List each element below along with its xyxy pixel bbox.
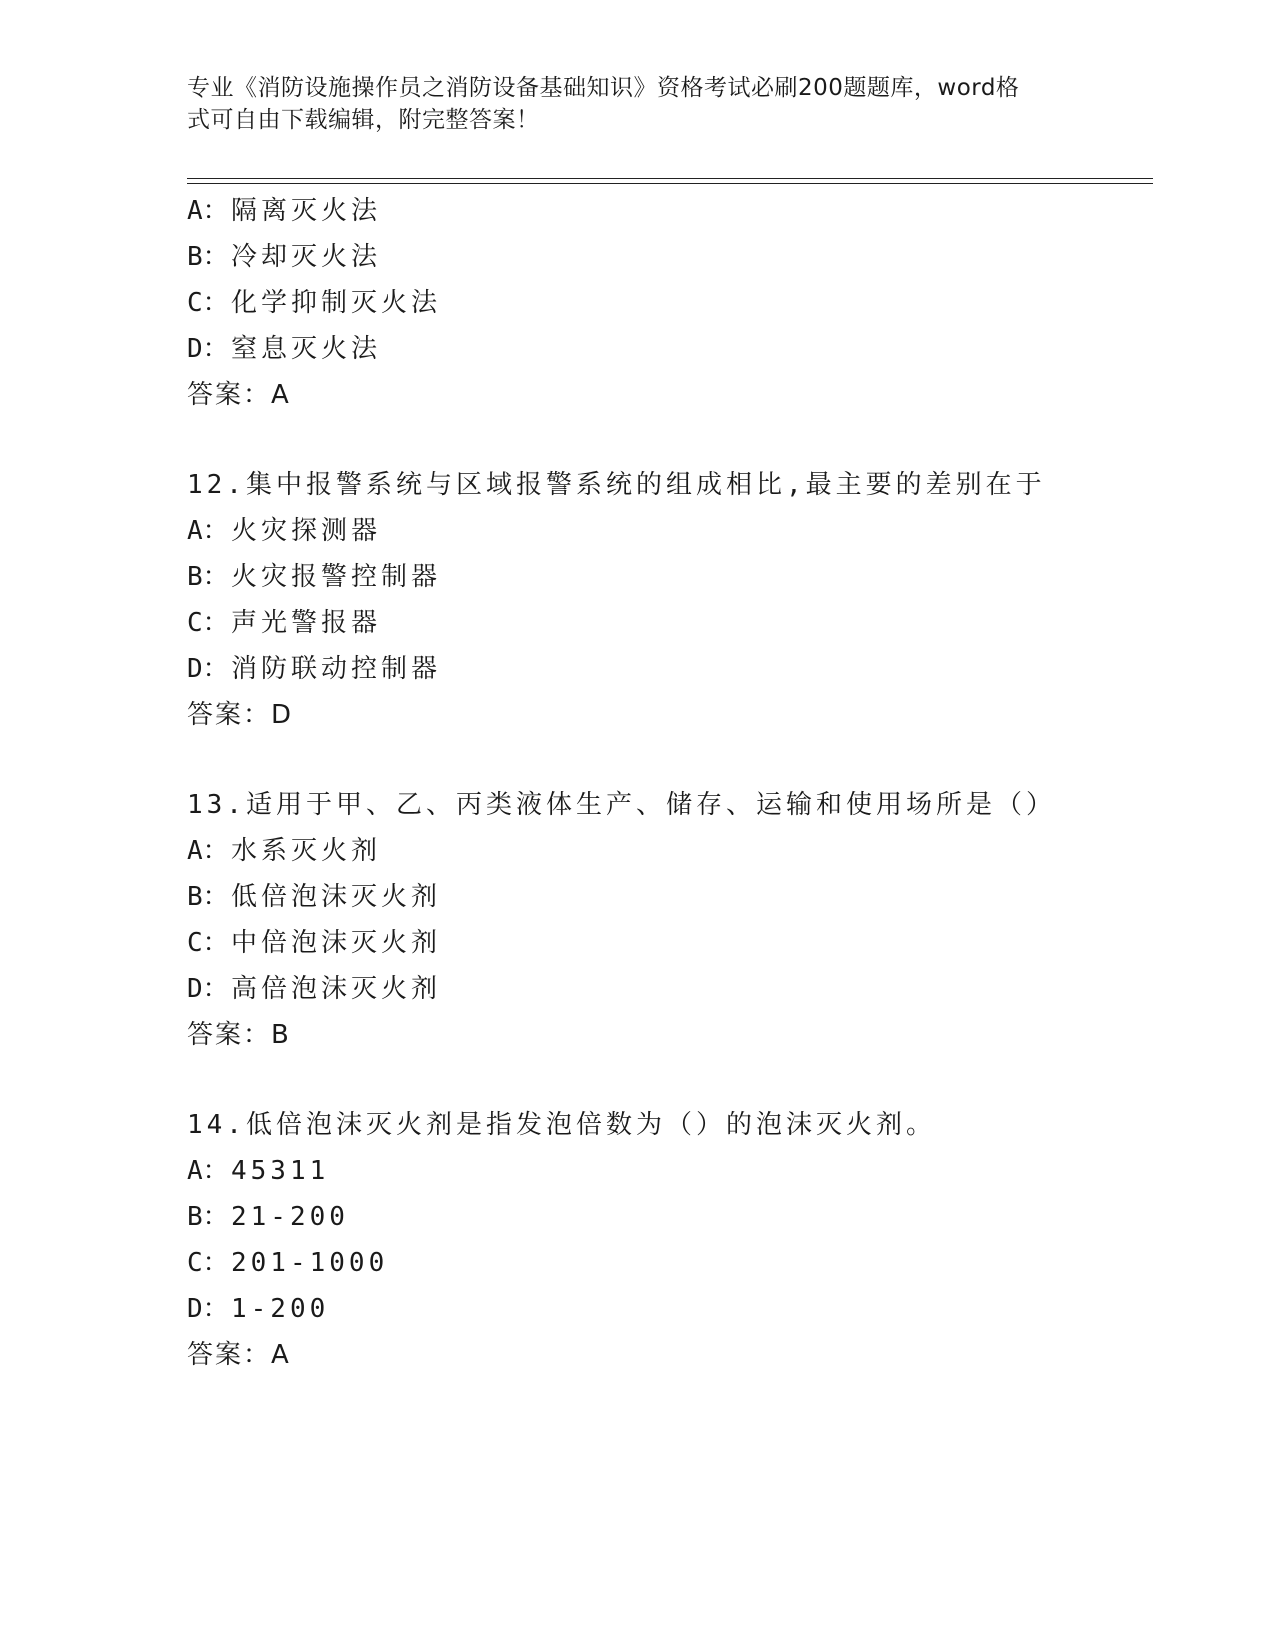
- option-letter: D：: [187, 654, 229, 684]
- option-a: [187, 1148, 1153, 1194]
- option-text: 水系灭火剂: [231, 836, 382, 866]
- answer-line: 答案：A: [187, 1340, 291, 1370]
- question-text: 13.适用于甲、乙、丙类液体生产、储存、运输和使用场所是（）: [187, 790, 1056, 820]
- option-b: [187, 874, 1153, 920]
- option-letter: B：: [187, 1202, 229, 1232]
- option-b: [187, 554, 1153, 600]
- option-letter: A：: [187, 1156, 229, 1186]
- answer-line: 答案：A: [187, 380, 291, 410]
- question-block-12: [187, 462, 1153, 738]
- option-text: 化学抑制灭火法: [231, 288, 442, 318]
- option-b: [187, 234, 1153, 280]
- option-text: 21-200: [231, 1202, 349, 1232]
- option-a: [187, 828, 1153, 874]
- option-letter: D：: [187, 974, 229, 1004]
- document-header: [187, 72, 1067, 136]
- option-d: [187, 326, 1153, 372]
- option-letter: C：: [187, 928, 229, 958]
- header-divider-bottom: [187, 183, 1153, 184]
- option-letter: A：: [187, 836, 229, 866]
- answer-line: 答案：D: [187, 700, 294, 730]
- option-a: [187, 188, 1153, 234]
- question-block-11: [187, 188, 1153, 418]
- option-letter: C：: [187, 288, 229, 318]
- option-text: 消防联动控制器: [231, 654, 442, 684]
- option-c: [187, 920, 1153, 966]
- answer-line: 答案：B: [187, 1020, 291, 1050]
- option-d: [187, 966, 1153, 1012]
- option-text: 45311: [231, 1156, 330, 1186]
- option-letter: B：: [187, 242, 229, 272]
- option-text: 冷却灭火法: [231, 242, 382, 272]
- option-b: [187, 1194, 1153, 1240]
- question-list: [187, 188, 1153, 1378]
- option-letter: D：: [187, 334, 229, 364]
- header-line-1: 专业《消防设施操作员之消防设备基础知识》资格考试必刷200题题库，word格: [187, 75, 1020, 101]
- option-c: [187, 1240, 1153, 1286]
- option-text: 窒息灭火法: [231, 334, 382, 364]
- option-c: [187, 280, 1153, 326]
- option-letter: D：: [187, 1294, 229, 1324]
- option-a: [187, 508, 1153, 554]
- header-line-2: 式可自由下载编辑，附完整答案！: [187, 107, 540, 133]
- option-d: [187, 1286, 1153, 1332]
- option-text: 高倍泡沫灭火剂: [231, 974, 442, 1004]
- option-text: 201-1000: [231, 1248, 389, 1278]
- question-block-14: [187, 1102, 1153, 1378]
- option-letter: C：: [187, 608, 229, 638]
- option-text: 低倍泡沫灭火剂: [231, 882, 442, 912]
- option-d: [187, 646, 1153, 692]
- option-text: 1-200: [231, 1294, 330, 1324]
- option-c: [187, 600, 1153, 646]
- option-letter: B：: [187, 882, 229, 912]
- option-text: 火灾探测器: [231, 516, 382, 546]
- question-text: 14.低倍泡沫灭火剂是指发泡倍数为（）的泡沫灭火剂。: [187, 1110, 936, 1140]
- option-letter: A：: [187, 516, 229, 546]
- option-letter: A：: [187, 196, 229, 226]
- option-text: 声光警报器: [231, 608, 382, 638]
- option-text: 隔离灭火法: [231, 196, 382, 226]
- option-text: 火灾报警控制器: [231, 562, 442, 592]
- header-divider-top: [187, 178, 1153, 179]
- option-text: 中倍泡沫灭火剂: [231, 928, 442, 958]
- question-text: 12.集中报警系统与区域报警系统的组成相比,最主要的差别在于: [187, 470, 1046, 500]
- option-letter: C：: [187, 1248, 229, 1278]
- question-block-13: [187, 782, 1153, 1058]
- option-letter: B：: [187, 562, 229, 592]
